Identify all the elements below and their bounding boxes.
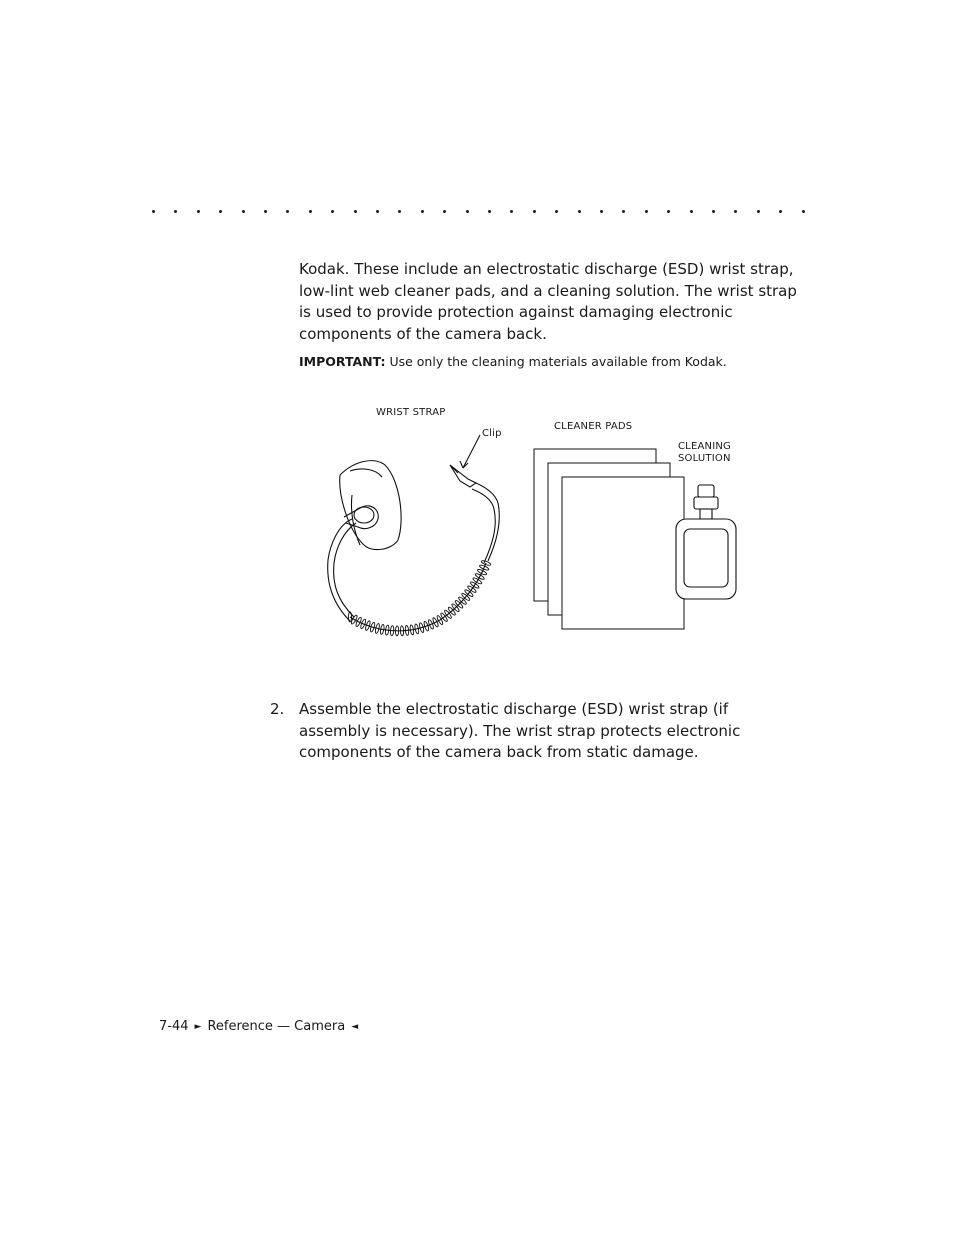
rule-dot (555, 210, 558, 213)
rule-dot (197, 210, 200, 213)
rule-dot (174, 210, 177, 213)
rule-dot (645, 210, 648, 213)
cleaning-materials-figure (300, 395, 770, 665)
step-text: Assemble the electrostatic discharge (ESD) wrist strap (if assembly is necessary). The wrist strap protects electronic components of the camera back from static damage. (299, 700, 741, 761)
rule-dot (331, 210, 334, 213)
important-text: Use only the cleaning materials available from Kodak. (385, 354, 727, 369)
cleaner-pads-drawing (534, 449, 684, 629)
rule-dot (219, 210, 222, 213)
rule-dot (152, 210, 155, 213)
rule-dot (802, 210, 805, 213)
rule-dot (286, 210, 289, 213)
rule-dot (309, 210, 312, 213)
rule-dot (578, 210, 581, 213)
coiled-cord (348, 560, 491, 636)
rule-dot (779, 210, 782, 213)
rule-dot (398, 210, 401, 213)
rule-dot (264, 210, 267, 213)
page-footer (159, 1018, 364, 1036)
rule-dot (757, 210, 760, 213)
rule-dot (667, 210, 670, 213)
rule-dot (690, 210, 693, 213)
rule-dot (466, 210, 469, 213)
rule-dot (600, 210, 603, 213)
rule-dot (376, 210, 379, 213)
section-title: Reference — Camera (207, 1019, 346, 1034)
wrist-strap-label: WRIST STRAP (376, 407, 446, 418)
right-arrow-icon: ► (194, 1022, 202, 1032)
left-arrow-icon: ◄ (351, 1022, 359, 1032)
wrist-strap-drawing (328, 435, 500, 631)
decorative-dot-rule (152, 204, 792, 216)
rule-dot (421, 210, 424, 213)
cleaner-pads-label: CLEANER PADS (554, 421, 633, 432)
rule-dot (510, 210, 513, 213)
rule-dot (242, 210, 245, 213)
rule-dot (443, 210, 446, 213)
clip-label: Clip (482, 428, 502, 439)
figure-illustration (300, 395, 770, 665)
rule-dot (712, 210, 715, 213)
rule-dot (354, 210, 357, 213)
cleaning-solution-bottle (676, 485, 736, 599)
rule-dot (533, 210, 536, 213)
intro-paragraph: Kodak. These include an electrostatic discharge (ESD) wrist strap, low-lint web cleaner pads, and a cleaning solution. The wrist strap is used to provide protection against damaging electronic components of the camera back. (299, 260, 797, 343)
rule-dot (734, 210, 737, 213)
step-number: 2. (270, 700, 285, 718)
rule-dot (622, 210, 625, 213)
page-number: 7-44 (159, 1019, 189, 1034)
rule-dot (488, 210, 491, 213)
important-note (299, 353, 819, 371)
cleaning-solution-label: CLEANING SOLUTION (678, 441, 731, 464)
important-label: IMPORTANT: (299, 354, 386, 369)
